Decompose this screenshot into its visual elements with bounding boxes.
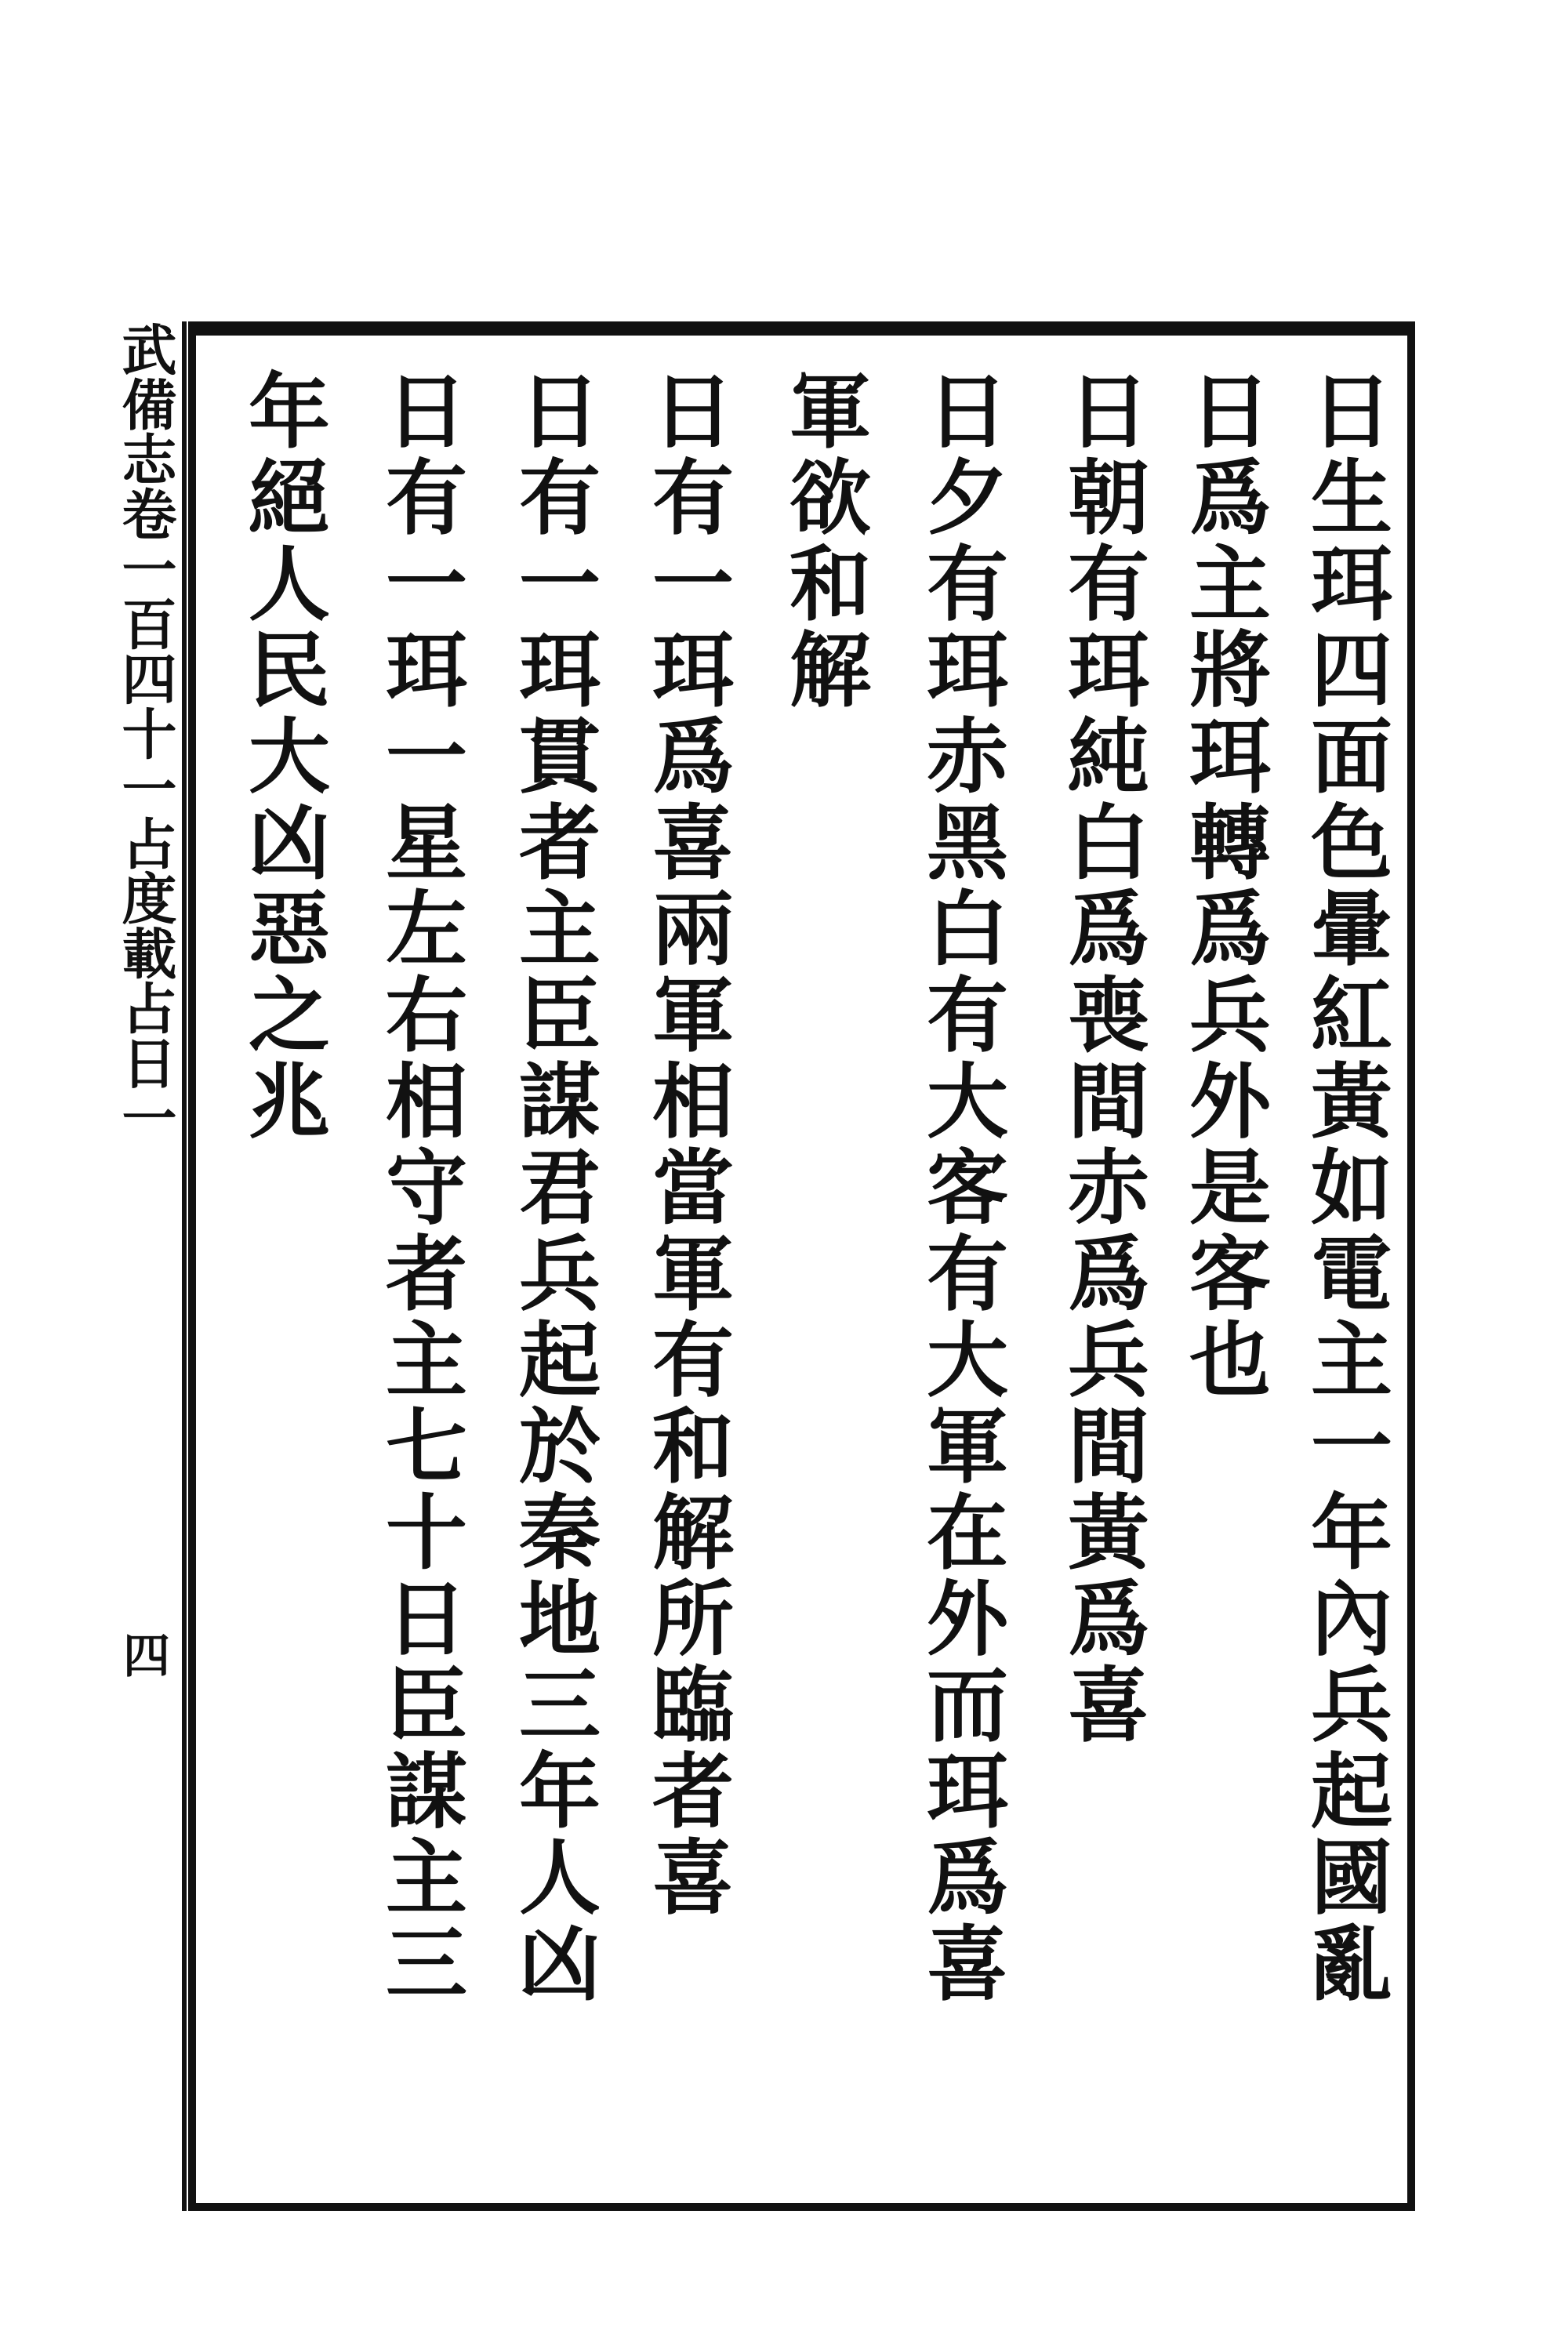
text-column-5: 軍欲和解: [775, 368, 872, 713]
text-column-7: 日有一珥貫者主臣謀君兵起於秦地三年人凶: [505, 368, 601, 2007]
text-column-1: 日生珥四面色暈紅黃如電主一年內兵起國亂: [1297, 368, 1393, 2007]
margin-title: 武備志卷一百四十一占度載占日一: [113, 321, 178, 1145]
frame-top-bar: [188, 321, 1415, 336]
margin-page-number: 四: [115, 1631, 170, 1678]
text-column-6: 日有一珥爲喜兩軍相當軍有和解所臨者喜: [638, 368, 735, 1921]
text-column-3: 日朝有珥純白爲喪間赤爲兵間黃爲喜: [1054, 368, 1150, 1748]
text-column-4: 日夕有珥赤黑白有大客有大軍在外而珥爲喜: [913, 368, 1009, 2007]
text-column-8: 日有一珥一星左右相守者主七十日臣謀主三: [372, 368, 468, 2007]
text-column-2: 日爲主將珥轉爲兵外是客也: [1175, 368, 1272, 1403]
margin-rule: [182, 321, 187, 2211]
text-column-9: 年絕人民大凶惡之兆: [234, 368, 331, 1145]
